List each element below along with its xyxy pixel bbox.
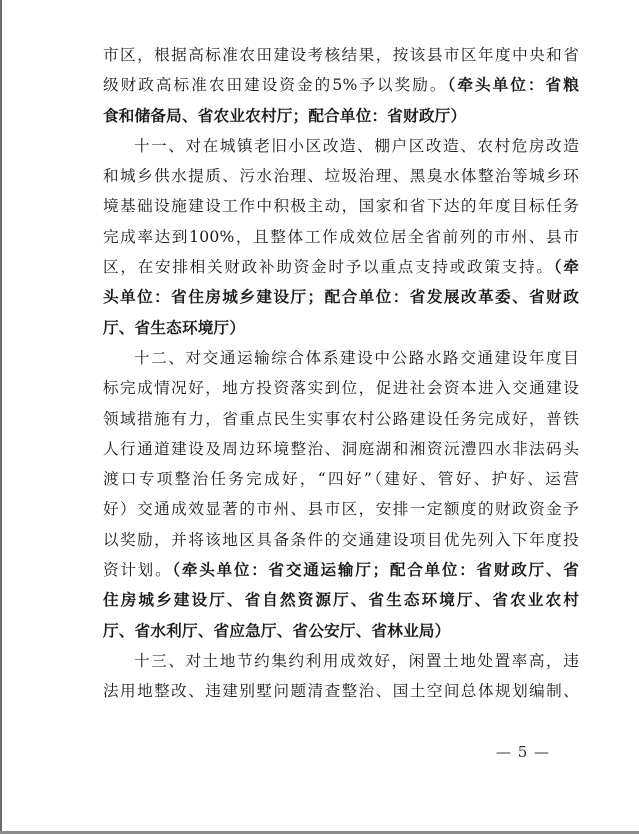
- text-line: [103, 676, 579, 706]
- text-run: 境基础设施建设工作中积极主动，国家和省下达的年度目标任务: [103, 197, 579, 216]
- text-run: 以奖励，并将该地区具备条件的交通建设项目优先列入下年度投: [103, 530, 579, 549]
- document-page: [103, 40, 579, 707]
- text-line: [103, 404, 579, 434]
- text-run: 级财政高标准农田建设资金的5%予以奖励。: [103, 76, 448, 95]
- text-line: [103, 282, 579, 312]
- paragraph: [103, 646, 579, 707]
- page-number: — 5 —: [495, 743, 551, 761]
- text-line: [103, 343, 579, 373]
- text-run: 资计划。: [103, 561, 173, 580]
- text-run: 十二、对交通运输综合体系建设中公路水路交通建设年度目: [134, 348, 579, 367]
- text-line: [103, 161, 579, 191]
- text-line: [103, 434, 579, 464]
- text-line: [103, 585, 579, 615]
- text-run: 人行通道建设及周边环境整治、洞庭湖和湘资沅澧四水非法码头: [103, 439, 579, 458]
- text-line: [103, 313, 579, 343]
- text-line: [103, 494, 579, 524]
- text-run: 标完成情况好，地方投资落实到位，促进社会资本进入交通建设: [103, 379, 579, 398]
- bold-text-run: 头单位：省住房城乡建设厅；配合单位：省发展改革委、省财政: [103, 287, 579, 307]
- text-line: [103, 70, 579, 100]
- text-line: [103, 222, 579, 252]
- text-run: 十三、对土地节约集约利用成效好，闲置土地处置率高，违: [134, 651, 579, 670]
- text-run: 区，在安排相关财政补助资金时予以重点支持或政策支持。: [103, 258, 554, 277]
- text-line: [103, 252, 579, 282]
- text-line: [103, 101, 579, 131]
- text-line: [103, 525, 579, 555]
- bold-text-run: 住房城乡建设厅、省自然资源厅、省生态环境厅、省农业农村: [103, 590, 579, 610]
- bold-text-run: （牵头单位：省粮: [447, 75, 579, 95]
- text-line: [103, 646, 579, 676]
- text-line: [103, 616, 579, 646]
- text-run: 市区，根据高标准农田建设考核结果，按该县市区年度中央和省: [103, 46, 579, 64]
- text-line: [103, 191, 579, 221]
- bold-text-run: （牵: [553, 257, 579, 277]
- text-run: 十一、对在城镇老旧小区改造、棚户区改造、农村危房改造: [134, 136, 579, 155]
- page-frame-left-edge: [0, 0, 2, 834]
- bold-text-run: 厅、省生态环境厅）: [103, 317, 246, 337]
- bold-text-run: （牵头单位：省交通运输厅；配合单位：省财政厅、省: [172, 560, 579, 580]
- text-line: [103, 40, 579, 70]
- text-line: [103, 555, 579, 585]
- text-run: 领域措施有力，省重点民生实事农村公路建设任务完成好，普铁: [103, 409, 579, 428]
- text-run: 和城乡供水提质、污水治理、垃圾治理、黑臭水体整治等城乡环: [103, 167, 579, 186]
- text-run: 完成率达到100%，且整体工作成效位居全省前列的市州、县市: [103, 227, 579, 246]
- text-line: [103, 373, 579, 403]
- text-run: 好）交通成效显著的市州、县市区，安排一定额度的财政资金予: [103, 500, 579, 519]
- paragraph: [103, 343, 579, 646]
- text-run: 法用地整改、违建别墅问题清查整治、国土空间总体规划编制、: [103, 682, 579, 701]
- paragraph: [103, 131, 579, 343]
- bold-text-run: 食和储备局、省农业农村厅；配合单位：省财政厅）: [103, 105, 467, 125]
- text-run: 渡口专项整治任务完成好，“四好”（建好、管好、护好、运营: [103, 470, 579, 489]
- paragraph: [103, 40, 579, 131]
- text-line: [103, 131, 579, 161]
- text-line: [103, 464, 579, 494]
- bold-text-run: 厅、省水利厅、省应急厅、省公安厅、省林业局）: [103, 620, 451, 640]
